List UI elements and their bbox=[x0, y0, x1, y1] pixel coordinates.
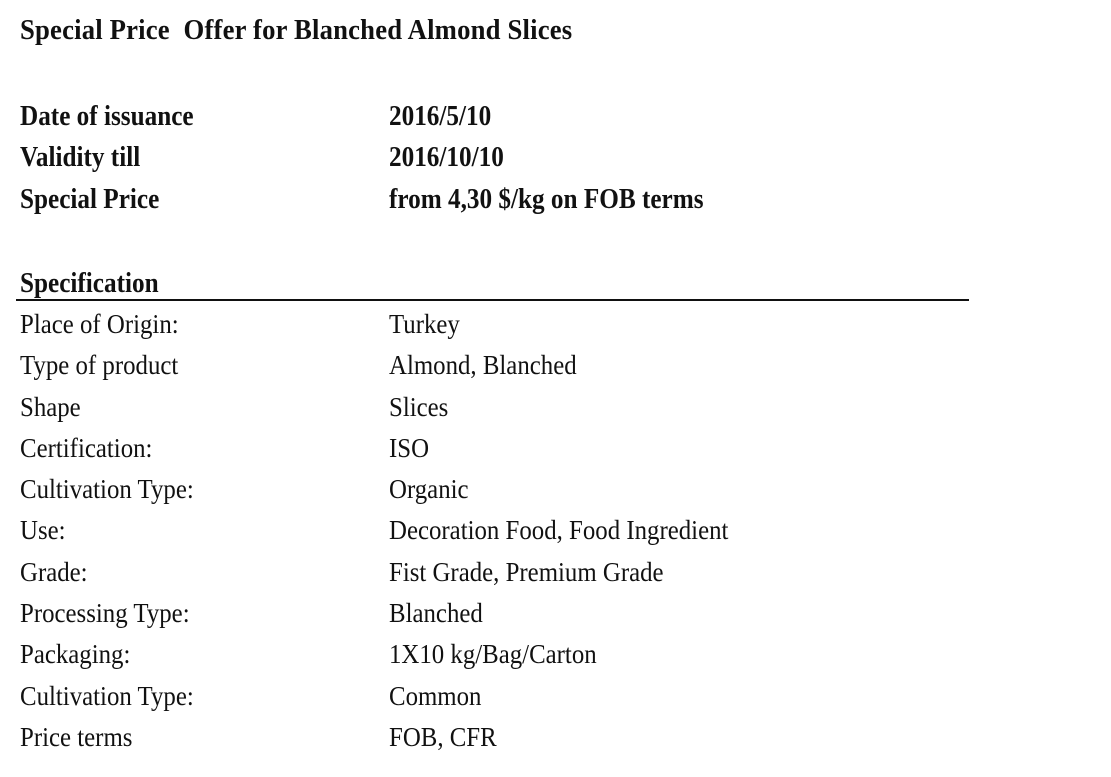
spec-row-use bbox=[20, 515, 1020, 556]
summary-value: 2016/5/10 bbox=[389, 101, 492, 132]
spec-label: Place of Origin: bbox=[20, 309, 179, 339]
spec-value: Organic bbox=[389, 474, 469, 505]
spec-label: Type of product bbox=[20, 350, 179, 381]
spec-value: FOB, CFR bbox=[389, 721, 497, 752]
spec-value: Decoration Food, Food Ingredient bbox=[389, 515, 729, 546]
spec-row-price-terms bbox=[20, 722, 1020, 763]
spec-row-place-of-origin bbox=[20, 309, 1020, 350]
section-divider bbox=[16, 299, 969, 301]
summary-value: 2016/10/10 bbox=[389, 142, 504, 173]
spec-row-processing-type bbox=[20, 598, 1020, 639]
spec-row-grade bbox=[20, 557, 1020, 598]
document-title: Special Price Offer for Blanched Almond Slices bbox=[20, 14, 573, 46]
spec-value: 1X10 kg/Bag/Carton bbox=[389, 639, 597, 670]
spec-value: ISO bbox=[389, 432, 430, 463]
summary-row-date-of-issuance bbox=[20, 101, 920, 139]
spec-value: Turkey bbox=[389, 309, 460, 339]
summary-label: Validity till bbox=[20, 142, 141, 173]
spec-value: Almond, Blanched bbox=[389, 350, 577, 381]
spec-row-packaging bbox=[20, 639, 1020, 680]
spec-value: Common bbox=[389, 680, 482, 711]
spec-row-cultivation-type bbox=[20, 474, 1020, 515]
specification-heading: Specification bbox=[20, 268, 159, 299]
spec-label: Use: bbox=[20, 515, 66, 546]
spec-value: Blanched bbox=[389, 598, 483, 629]
summary-label: Date of issuance bbox=[20, 101, 194, 132]
spec-value: Slices bbox=[389, 391, 449, 422]
spec-row-cultivation-type-2 bbox=[20, 681, 1020, 722]
summary-row-special-price bbox=[20, 184, 920, 222]
spec-value: Fist Grade, Premium Grade bbox=[389, 556, 664, 587]
spec-label: Packaging: bbox=[20, 639, 131, 670]
spec-label: Processing Type: bbox=[20, 598, 190, 629]
spec-row-certification bbox=[20, 433, 1020, 474]
spec-label: Certification: bbox=[20, 432, 153, 463]
spec-label: Shape bbox=[20, 391, 81, 422]
spec-label: Price terms bbox=[20, 721, 133, 752]
summary-label: Special Price bbox=[20, 184, 160, 215]
spec-row-type-of-product bbox=[20, 350, 1020, 391]
summary-row-validity-till bbox=[20, 142, 920, 180]
spec-label: Cultivation Type: bbox=[20, 680, 194, 711]
spec-label: Cultivation Type: bbox=[20, 474, 194, 505]
spec-row-shape bbox=[20, 392, 1020, 433]
spec-label: Grade: bbox=[20, 556, 88, 587]
specification-list bbox=[20, 309, 1020, 763]
summary-value: from 4,30 $/kg on FOB terms bbox=[389, 184, 704, 215]
